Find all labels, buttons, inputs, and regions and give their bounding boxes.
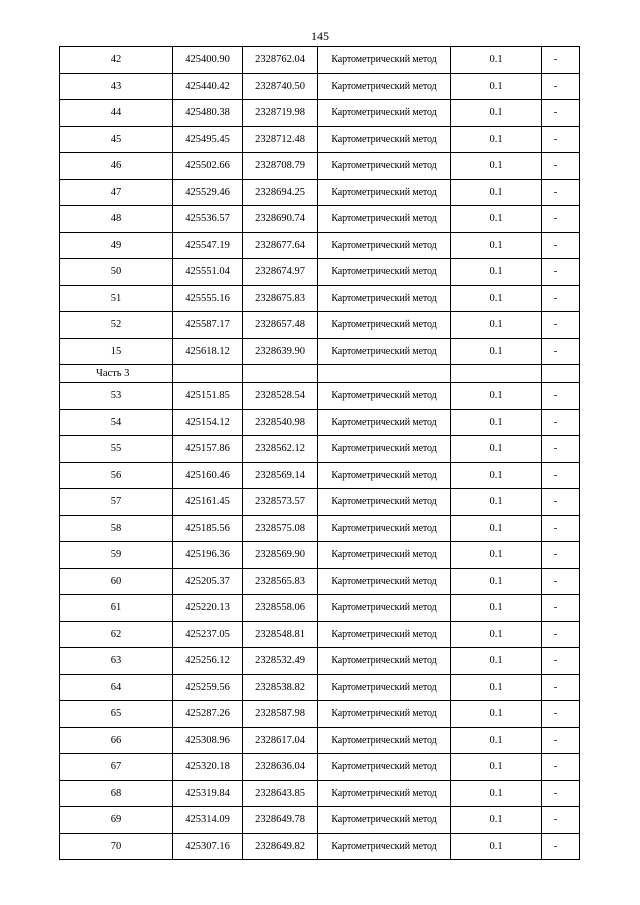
x-coordinate-cell: 425618.12	[173, 338, 243, 365]
note-cell: -	[542, 807, 580, 834]
table-row	[60, 409, 580, 436]
note-cell: -	[542, 648, 580, 675]
note-cell: -	[542, 515, 580, 542]
method-cell: Картометрический метод	[318, 73, 451, 100]
accuracy-cell: 0.1	[451, 515, 542, 542]
table-row	[60, 338, 580, 365]
y-coordinate-cell: 2328587.98	[243, 701, 318, 728]
table-row	[60, 701, 580, 728]
point-number-cell: 56	[60, 462, 173, 489]
accuracy-cell: 0.1	[451, 807, 542, 834]
table-row	[60, 462, 580, 489]
x-coordinate-cell: 425157.86	[173, 436, 243, 463]
accuracy-cell: 0.1	[451, 153, 542, 180]
note-cell: -	[542, 436, 580, 463]
method-cell: Картометрический метод	[318, 259, 451, 286]
point-number-cell: 59	[60, 542, 173, 569]
y-coordinate-cell: 2328569.90	[243, 542, 318, 569]
method-cell: Картометрический метод	[318, 206, 451, 233]
table-row	[60, 568, 580, 595]
x-coordinate-cell: 425555.16	[173, 285, 243, 312]
y-coordinate-cell: 2328532.49	[243, 648, 318, 675]
accuracy-cell: 0.1	[451, 595, 542, 622]
method-cell: Картометрический метод	[318, 754, 451, 781]
x-coordinate-cell: 425536.57	[173, 206, 243, 233]
method-cell: Картометрический метод	[318, 285, 451, 312]
y-coordinate-cell: 2328649.78	[243, 807, 318, 834]
point-number-cell: 57	[60, 489, 173, 516]
point-number-cell: 67	[60, 754, 173, 781]
table-row	[60, 595, 580, 622]
point-number-cell: 42	[60, 47, 173, 74]
method-cell: Картометрический метод	[318, 621, 451, 648]
empty-cell	[451, 365, 542, 383]
x-coordinate-cell: 425256.12	[173, 648, 243, 675]
table-row	[60, 754, 580, 781]
x-coordinate-cell: 425480.38	[173, 100, 243, 127]
method-cell: Картометрический метод	[318, 126, 451, 153]
x-coordinate-cell: 425308.96	[173, 727, 243, 754]
y-coordinate-cell: 2328548.81	[243, 621, 318, 648]
note-cell: -	[542, 595, 580, 622]
note-cell: -	[542, 489, 580, 516]
y-coordinate-cell: 2328575.08	[243, 515, 318, 542]
note-cell: -	[542, 780, 580, 807]
y-coordinate-cell: 2328762.04	[243, 47, 318, 74]
accuracy-cell: 0.1	[451, 727, 542, 754]
point-number-cell: 55	[60, 436, 173, 463]
accuracy-cell: 0.1	[451, 232, 542, 259]
table-row	[60, 674, 580, 701]
accuracy-cell: 0.1	[451, 383, 542, 410]
point-number-cell: 54	[60, 409, 173, 436]
accuracy-cell: 0.1	[451, 542, 542, 569]
accuracy-cell: 0.1	[451, 206, 542, 233]
x-coordinate-cell: 425320.18	[173, 754, 243, 781]
method-cell: Картометрический метод	[318, 595, 451, 622]
table-row	[60, 47, 580, 74]
point-number-cell: 49	[60, 232, 173, 259]
point-number-cell: 43	[60, 73, 173, 100]
accuracy-cell: 0.1	[451, 489, 542, 516]
table-row	[60, 727, 580, 754]
x-coordinate-cell: 425161.45	[173, 489, 243, 516]
point-number-cell: 45	[60, 126, 173, 153]
point-number-cell: 47	[60, 179, 173, 206]
accuracy-cell: 0.1	[451, 409, 542, 436]
x-coordinate-cell: 425196.36	[173, 542, 243, 569]
point-number-cell: 46	[60, 153, 173, 180]
empty-cell	[243, 365, 318, 383]
note-cell: -	[542, 153, 580, 180]
point-number-cell: 63	[60, 648, 173, 675]
accuracy-cell: 0.1	[451, 285, 542, 312]
method-cell: Картометрический метод	[318, 833, 451, 860]
x-coordinate-cell: 425495.45	[173, 126, 243, 153]
accuracy-cell: 0.1	[451, 179, 542, 206]
note-cell: -	[542, 206, 580, 233]
x-coordinate-cell: 425259.56	[173, 674, 243, 701]
note-cell: -	[542, 727, 580, 754]
y-coordinate-cell: 2328565.83	[243, 568, 318, 595]
note-cell: -	[542, 383, 580, 410]
accuracy-cell: 0.1	[451, 126, 542, 153]
y-coordinate-cell: 2328694.25	[243, 179, 318, 206]
accuracy-cell: 0.1	[451, 338, 542, 365]
y-coordinate-cell: 2328528.54	[243, 383, 318, 410]
point-number-cell: 62	[60, 621, 173, 648]
y-coordinate-cell: 2328657.48	[243, 312, 318, 339]
note-cell: -	[542, 462, 580, 489]
note-cell: -	[542, 701, 580, 728]
y-coordinate-cell: 2328617.04	[243, 727, 318, 754]
page-number: 145	[311, 29, 329, 43]
point-number-cell: 65	[60, 701, 173, 728]
y-coordinate-cell: 2328643.85	[243, 780, 318, 807]
accuracy-cell: 0.1	[451, 701, 542, 728]
section-row	[60, 365, 580, 383]
point-number-cell: 48	[60, 206, 173, 233]
table-row	[60, 648, 580, 675]
accuracy-cell: 0.1	[451, 568, 542, 595]
accuracy-cell: 0.1	[451, 100, 542, 127]
x-coordinate-cell: 425547.19	[173, 232, 243, 259]
y-coordinate-cell: 2328639.90	[243, 338, 318, 365]
note-cell: -	[542, 47, 580, 74]
method-cell: Картометрический метод	[318, 153, 451, 180]
accuracy-cell: 0.1	[451, 436, 542, 463]
method-cell: Картометрический метод	[318, 648, 451, 675]
table-row	[60, 780, 580, 807]
accuracy-cell: 0.1	[451, 621, 542, 648]
x-coordinate-cell: 425307.16	[173, 833, 243, 860]
table-row	[60, 312, 580, 339]
x-coordinate-cell: 425502.66	[173, 153, 243, 180]
accuracy-cell: 0.1	[451, 312, 542, 339]
method-cell: Картометрический метод	[318, 462, 451, 489]
method-cell: Картометрический метод	[318, 100, 451, 127]
y-coordinate-cell: 2328562.12	[243, 436, 318, 463]
y-coordinate-cell: 2328675.83	[243, 285, 318, 312]
x-coordinate-cell: 425151.85	[173, 383, 243, 410]
table-row	[60, 73, 580, 100]
table-row	[60, 126, 580, 153]
accuracy-cell: 0.1	[451, 833, 542, 860]
x-coordinate-cell: 425287.26	[173, 701, 243, 728]
table-row	[60, 515, 580, 542]
method-cell: Картометрический метод	[318, 436, 451, 463]
method-cell: Картометрический метод	[318, 312, 451, 339]
point-number-cell: 66	[60, 727, 173, 754]
method-cell: Картометрический метод	[318, 409, 451, 436]
y-coordinate-cell: 2328719.98	[243, 100, 318, 127]
method-cell: Картометрический метод	[318, 807, 451, 834]
accuracy-cell: 0.1	[451, 780, 542, 807]
y-coordinate-cell: 2328690.74	[243, 206, 318, 233]
method-cell: Картометрический метод	[318, 674, 451, 701]
method-cell: Картометрический метод	[318, 232, 451, 259]
table-row	[60, 232, 580, 259]
x-coordinate-cell: 425551.04	[173, 259, 243, 286]
point-number-cell: 15	[60, 338, 173, 365]
point-number-cell: 58	[60, 515, 173, 542]
coordinates-table	[59, 46, 580, 860]
table-row	[60, 542, 580, 569]
note-cell: -	[542, 568, 580, 595]
point-number-cell: 52	[60, 312, 173, 339]
method-cell: Картометрический метод	[318, 338, 451, 365]
point-number-cell: 68	[60, 780, 173, 807]
accuracy-cell: 0.1	[451, 259, 542, 286]
y-coordinate-cell: 2328740.50	[243, 73, 318, 100]
accuracy-cell: 0.1	[451, 462, 542, 489]
point-number-cell: 60	[60, 568, 173, 595]
empty-cell	[318, 365, 451, 383]
x-coordinate-cell: 425220.13	[173, 595, 243, 622]
table-row	[60, 285, 580, 312]
note-cell: -	[542, 312, 580, 339]
x-coordinate-cell: 425185.56	[173, 515, 243, 542]
table-body	[60, 47, 580, 860]
table-row	[60, 436, 580, 463]
y-coordinate-cell: 2328636.04	[243, 754, 318, 781]
point-number-cell: 44	[60, 100, 173, 127]
note-cell: -	[542, 232, 580, 259]
table-row	[60, 383, 580, 410]
point-number-cell: 53	[60, 383, 173, 410]
method-cell: Картометрический метод	[318, 568, 451, 595]
point-number-cell: 51	[60, 285, 173, 312]
y-coordinate-cell: 2328649.82	[243, 833, 318, 860]
note-cell: -	[542, 285, 580, 312]
accuracy-cell: 0.1	[451, 754, 542, 781]
method-cell: Картометрический метод	[318, 47, 451, 74]
accuracy-cell: 0.1	[451, 47, 542, 74]
table-row	[60, 621, 580, 648]
table-row	[60, 206, 580, 233]
x-coordinate-cell: 425154.12	[173, 409, 243, 436]
method-cell: Картометрический метод	[318, 515, 451, 542]
table-row	[60, 100, 580, 127]
empty-cell	[173, 365, 243, 383]
note-cell: -	[542, 754, 580, 781]
table-row	[60, 807, 580, 834]
y-coordinate-cell: 2328674.97	[243, 259, 318, 286]
note-cell: -	[542, 338, 580, 365]
accuracy-cell: 0.1	[451, 73, 542, 100]
y-coordinate-cell: 2328540.98	[243, 409, 318, 436]
note-cell: -	[542, 833, 580, 860]
y-coordinate-cell: 2328538.82	[243, 674, 318, 701]
table-row	[60, 489, 580, 516]
point-number-cell: 61	[60, 595, 173, 622]
x-coordinate-cell: 425587.17	[173, 312, 243, 339]
note-cell: -	[542, 100, 580, 127]
y-coordinate-cell: 2328558.06	[243, 595, 318, 622]
x-coordinate-cell: 425440.42	[173, 73, 243, 100]
method-cell: Картометрический метод	[318, 701, 451, 728]
note-cell: -	[542, 179, 580, 206]
note-cell: -	[542, 259, 580, 286]
method-cell: Картометрический метод	[318, 179, 451, 206]
y-coordinate-cell: 2328569.14	[243, 462, 318, 489]
y-coordinate-cell: 2328573.57	[243, 489, 318, 516]
y-coordinate-cell: 2328712.48	[243, 126, 318, 153]
y-coordinate-cell: 2328677.64	[243, 232, 318, 259]
y-coordinate-cell: 2328708.79	[243, 153, 318, 180]
method-cell: Картометрический метод	[318, 780, 451, 807]
section-label: Часть 3	[60, 365, 173, 383]
note-cell: -	[542, 126, 580, 153]
table-row	[60, 259, 580, 286]
note-cell: -	[542, 409, 580, 436]
table-row	[60, 153, 580, 180]
note-cell: -	[542, 621, 580, 648]
method-cell: Картометрический метод	[318, 542, 451, 569]
table-row	[60, 179, 580, 206]
note-cell: -	[542, 73, 580, 100]
table-row	[60, 833, 580, 860]
method-cell: Картометрический метод	[318, 383, 451, 410]
x-coordinate-cell: 425237.05	[173, 621, 243, 648]
accuracy-cell: 0.1	[451, 674, 542, 701]
note-cell: -	[542, 674, 580, 701]
x-coordinate-cell: 425205.37	[173, 568, 243, 595]
x-coordinate-cell: 425529.46	[173, 179, 243, 206]
x-coordinate-cell: 425314.09	[173, 807, 243, 834]
method-cell: Картометрический метод	[318, 727, 451, 754]
note-cell: -	[542, 542, 580, 569]
point-number-cell: 64	[60, 674, 173, 701]
method-cell: Картометрический метод	[318, 489, 451, 516]
empty-cell	[542, 365, 580, 383]
accuracy-cell: 0.1	[451, 648, 542, 675]
point-number-cell: 70	[60, 833, 173, 860]
x-coordinate-cell: 425319.84	[173, 780, 243, 807]
point-number-cell: 69	[60, 807, 173, 834]
x-coordinate-cell: 425400.90	[173, 47, 243, 74]
x-coordinate-cell: 425160.46	[173, 462, 243, 489]
point-number-cell: 50	[60, 259, 173, 286]
